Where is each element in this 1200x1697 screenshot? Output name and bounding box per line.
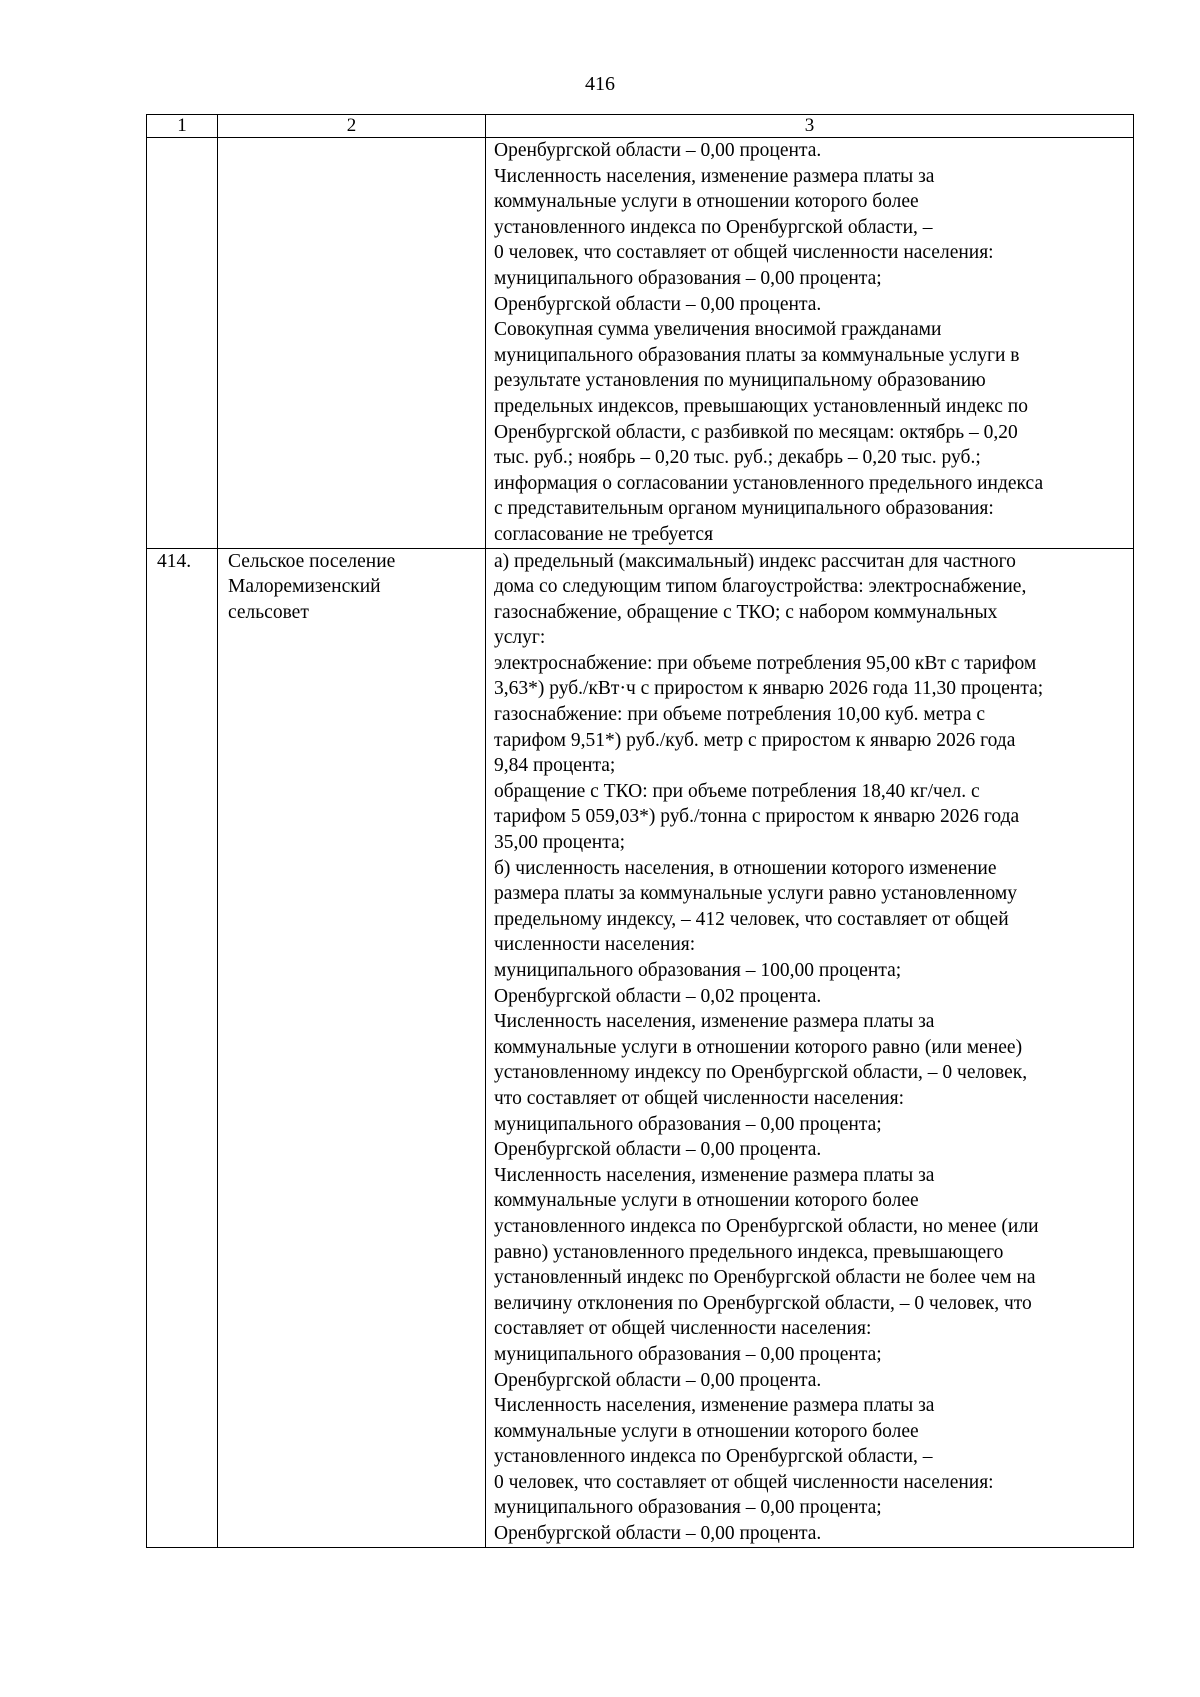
text-line: газоснабжение: при объеме потребления 10,00 куб. метра с [494, 704, 986, 726]
text-line: результате установления по муниципальному образованию [494, 370, 986, 392]
text-line: тыс. руб.; ноябрь – 0,20 тыс. руб.; декабрь – 0,20 тыс. руб.; [494, 447, 981, 469]
row-name-cell [218, 138, 486, 549]
text-line: Оренбургской области – 0,02 процента. [494, 985, 822, 1007]
text-line: величину отклонения по Оренбургской области, – 0 человек, что [494, 1292, 1032, 1314]
header-cell-3: 3 [486, 115, 1134, 138]
row-description-cell [486, 138, 1134, 549]
text-line: установленного индекса по Оренбургской области, но менее (или [494, 1215, 1039, 1237]
text-line: а) предельный (максимальный) индекс рассчитан для частного [494, 550, 1016, 572]
text-line: коммунальные услуги в отношении которого более [494, 191, 919, 213]
text-line: Оренбургской области – 0,00 процента. [494, 1369, 822, 1391]
text-line: дома со следующим типом благоустройства: электроснабжение, [494, 576, 1027, 598]
text-line: Оренбургской области – 0,00 процента. [494, 1523, 822, 1545]
row-description-cell [486, 548, 1134, 1547]
text-line: численности населения: [494, 934, 696, 956]
text-line: обращение с ТКО: при объеме потребления 18,40 кг/чел. с [494, 780, 980, 802]
text-line: что составляет от общей численности населения: [494, 1087, 905, 1109]
page-number: 416 [585, 73, 615, 95]
text-line: 3,63*) руб./кВт·ч с приростом к январю 2026 года 11,30 процента; [494, 678, 1044, 700]
text-line: электроснабжение: при объеме потребления 95,00 кВт с тарифом [494, 652, 1037, 674]
text-line: установленный индекс по Оренбургской области не более чем на [494, 1267, 1036, 1289]
text-line: газоснабжение, обращение с ТКО; с набором коммунальных [494, 601, 998, 623]
header-cell-2: 2 [218, 115, 486, 138]
text-line: 9,84 процента; [494, 755, 616, 777]
data-table [146, 114, 1134, 1548]
text-line: размера платы за коммунальные услуги равно установленному [494, 883, 1017, 905]
text-line: Оренбургской области – 0,00 процента. [494, 1139, 822, 1161]
text-line: услуг: [494, 627, 546, 649]
text-line: предельному индексу, – 412 человек, что составляет от общей [494, 908, 1009, 930]
text-line: б) численность населения, в отношении которого изменение [494, 857, 997, 879]
text-line: 0 человек, что составляет от общей численности населения: [494, 1471, 994, 1493]
text-line: информация о согласовании установленного предельного индекса [494, 472, 1044, 494]
text-line: предельных индексов, превышающих установленный индекс по [494, 395, 1028, 417]
text-line: Численность населения, изменение размера платы за [494, 1395, 935, 1417]
text-line: муниципального образования – 0,00 процента; [494, 1343, 882, 1365]
text-line: согласование не требуется [494, 523, 714, 545]
table-row-414 [147, 548, 1134, 1547]
row-name-cell [218, 548, 486, 1547]
text-line: Численность населения, изменение размера платы за [494, 165, 935, 187]
text-line: установленного индекса по Оренбургской области, – [494, 216, 933, 238]
table-header-row [147, 115, 1134, 138]
text-line: муниципального образования – 100,00 процента; [494, 960, 902, 981]
text-line: установленного индекса по Оренбургской области, – [494, 1446, 933, 1468]
text-line: коммунальные услуги в отношении которого равно (или менее) [494, 1036, 1023, 1058]
text-line: муниципального образования – 0,00 процента; [494, 267, 882, 289]
text-line: тарифом 5 059,03*) руб./тонна с приростом к январю 2026 года [494, 806, 1020, 828]
municipality-name-line: Сельское поселение [228, 550, 396, 572]
text-line: Оренбургской области – 0,00 процента. [494, 293, 822, 315]
municipality-name [228, 549, 477, 626]
row-number-cell: 414. [147, 548, 218, 1547]
text-line: 35,00 процента; [494, 832, 626, 854]
table-row-continuation [147, 138, 1134, 549]
municipality-name-line: сельсовет [228, 601, 309, 623]
text-line: с представительным органом муниципального образования: [494, 498, 994, 520]
text-line: равно) установленного предельного индекса, превышающего [494, 1241, 1004, 1263]
text-line: Оренбургской области, с разбивкой по месяцам: октябрь – 0,20 [494, 421, 1018, 443]
text-line: Совокупная сумма увеличения вносимой гражданами [494, 319, 942, 341]
text-line: Оренбургской области – 0,00 процента. [494, 140, 822, 161]
text-line: установленному индексу по Оренбургской области, – 0 человек, [494, 1062, 1028, 1084]
text-line: муниципального образования – 0,00 процента; [494, 1497, 882, 1519]
header-cell-1: 1 [147, 115, 218, 138]
text-line: 0 человек, что составляет от общей численности населения: [494, 242, 994, 264]
text-line: Численность населения, изменение размера платы за [494, 1011, 935, 1033]
text-line: Численность населения, изменение размера платы за [494, 1164, 935, 1186]
text-line: муниципального образования платы за коммунальные услуги в [494, 344, 1020, 366]
text-line: муниципального образования – 0,00 процента; [494, 1113, 882, 1135]
municipality-name-line: Малоремизенский [228, 576, 381, 598]
text-line: коммунальные услуги в отношении которого более [494, 1190, 919, 1212]
text-line: коммунальные услуги в отношении которого более [494, 1420, 919, 1442]
description-text [494, 549, 1125, 1547]
row-number-cell [147, 138, 218, 549]
text-line: составляет от общей численности населения: [494, 1318, 872, 1340]
text-line: тарифом 9,51*) руб./куб. метр с приростом к январю 2026 года [494, 729, 1016, 751]
description-text [494, 138, 1125, 548]
